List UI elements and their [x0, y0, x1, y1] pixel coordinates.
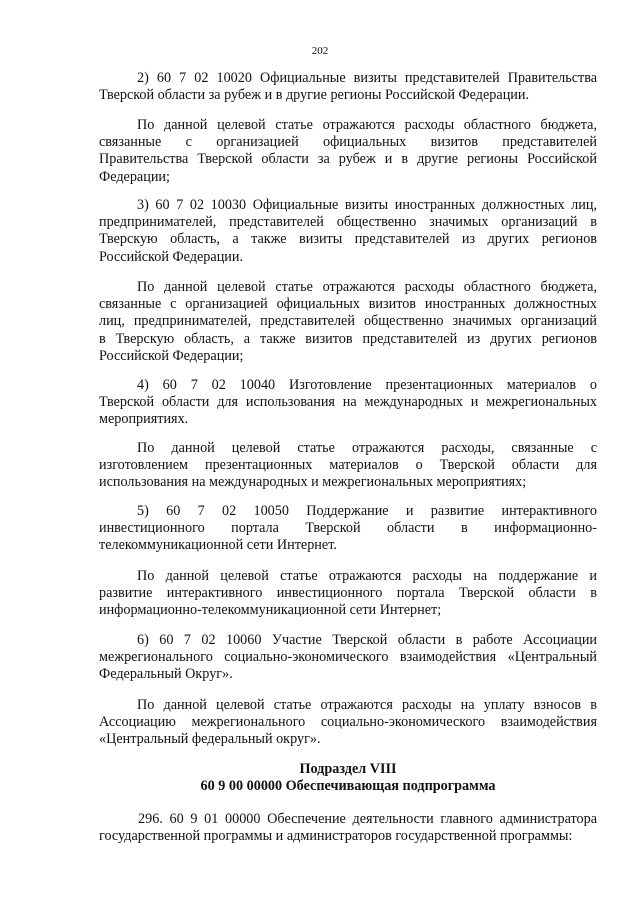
- text-line: 296. 60 9 01 00000 Обеспечение деятельности главного администратора: [138, 811, 597, 827]
- text-line: инвестиционного портала Тверской области в информационно-: [99, 520, 597, 537]
- text-line: межрегионального социально-экономического взаимодействия «Центральный: [99, 649, 597, 666]
- text-line: По данной целевой статье отражаются расходы областного бюджета,: [137, 279, 597, 295]
- text-line: мероприятиях.: [99, 411, 189, 428]
- text-line: «Центральный федеральный округ».: [99, 731, 321, 748]
- paragraph-7: [99, 503, 597, 555]
- text-line: По данной целевой статье отражаются расходы областного бюджета,: [137, 117, 597, 133]
- text-line: Российской Федерации;: [99, 347, 244, 364]
- text-line: связанные с организацией официальных визитов представителей: [99, 134, 597, 151]
- text-line: изготовлением презентационных материалов о Тверской области для: [99, 457, 597, 474]
- paragraph-6: [99, 440, 597, 492]
- text-line: По данной целевой статье отражаются расходы на поддержание и: [137, 568, 597, 584]
- text-line: Тверской области для использования на международных и межрегиональных: [99, 394, 597, 411]
- text-line: 4) 60 7 02 10040 Изготовление презентационных материалов о: [137, 377, 597, 393]
- paragraph-10: [99, 697, 597, 749]
- text-line: По данной целевой статье отражаются расходы, связанные с: [137, 440, 597, 456]
- text-line: 2) 60 7 02 10020 Официальные визиты представителей Правительства: [137, 70, 597, 86]
- text-line: использования на международных и межрегиональных мероприятиях;: [99, 474, 527, 491]
- paragraph-8: [99, 568, 597, 620]
- text-line: государственной программы и администраторов государственной программы:: [99, 828, 573, 845]
- text-line: развитие интерактивного инвестиционного портала Тверской области в: [99, 585, 597, 602]
- paragraph-1: [99, 70, 597, 104]
- text-line: Федеральный Округ».: [99, 666, 233, 683]
- text-line: Тверскую область, а также визиты представителей из других регионов: [99, 231, 597, 248]
- paragraph-4: [99, 279, 597, 365]
- text-line: лиц, предпринимателей, представителей общественно значимых организаций: [99, 313, 597, 330]
- text-line: 3) 60 7 02 10030 Официальные визиты иностранных должностных лиц,: [137, 197, 597, 213]
- text-line: Тверской области за рубеж и в другие регионы Российской Федерации.: [99, 87, 530, 104]
- text-line: 5) 60 7 02 10050 Поддержание и развитие интерактивного: [137, 503, 597, 519]
- text-line: телекоммуникационной сети Интернет.: [99, 537, 337, 554]
- text-line: Ассоциацию межрегионального социально-экономического взаимодействия: [99, 714, 597, 731]
- text-line: предпринимателей, представителей общественно значимых организаций в: [99, 214, 597, 231]
- text-line: Федерации;: [99, 168, 170, 185]
- paragraph-9: [99, 632, 597, 684]
- paragraph-final: [99, 811, 597, 845]
- page-number: 202: [311, 45, 329, 57]
- text-line: информационно-телекоммуникационной сети Интернет;: [99, 602, 442, 619]
- subsection-title: Подраздел VIII: [299, 761, 397, 777]
- subsection-subtitle: 60 9 00 00000 Обеспечивающая подпрограмма: [200, 778, 496, 795]
- text-line: связанные с организацией официальных визитов иностранных должностных: [99, 296, 597, 313]
- text-line: в Тверскую область, а также визитов представителей из других регионов: [99, 330, 597, 347]
- text-line: Правительства Тверской области за рубеж и в другие регионы Российской: [99, 151, 597, 168]
- paragraph-3: [99, 197, 597, 266]
- subsection-heading: [99, 761, 597, 795]
- paragraph-2: [99, 117, 597, 186]
- text-line: 6) 60 7 02 10060 Участие Тверской области в работе Ассоциации: [137, 632, 597, 648]
- text-line: По данной целевой статье отражаются расходы на уплату взносов в: [137, 697, 597, 713]
- paragraph-5: [99, 377, 597, 429]
- text-line: Российской Федерации.: [99, 248, 244, 265]
